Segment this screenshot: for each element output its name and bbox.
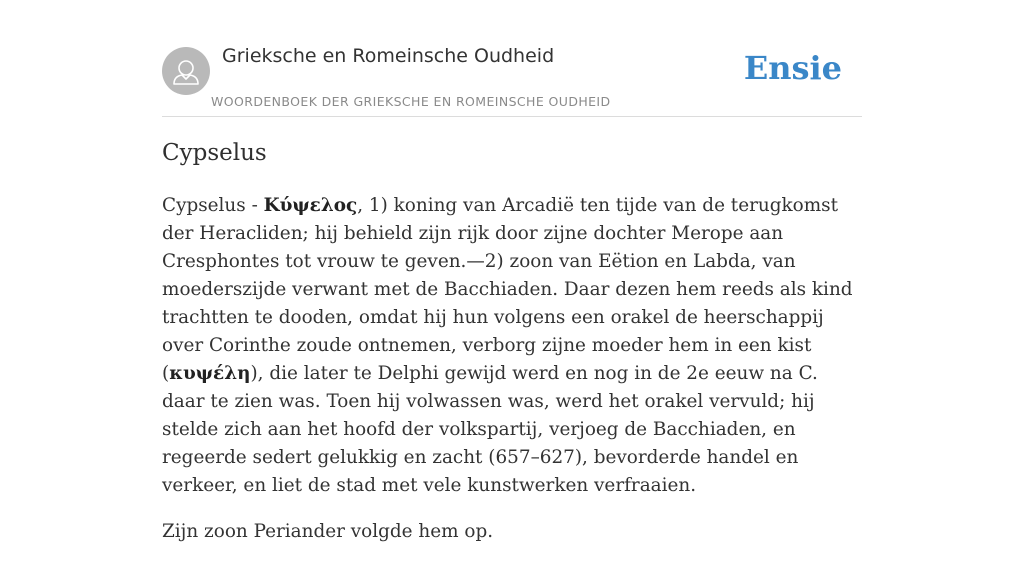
paragraph-text: ), die later te Delphi gewijd werd en nog in de 2e eeuw na C. daar te zien was. Toen hij volwassen was, werd het orakel vervuld; hij stelde zich aan het hoofd der volkspartij, verjoeg de Bacchiaden, en regeerde sedert gelukkig en zacht (657–627), bevorderde handel en verkeer, en liet de stad met vele kunstwerken verfraaien. bbox=[162, 363, 818, 496]
page-title: Cypselus bbox=[162, 140, 267, 166]
header bbox=[162, 0, 862, 117]
article-content bbox=[162, 192, 862, 564]
greek-term: κυψέλη bbox=[169, 363, 251, 384]
brand-logo[interactable]: Ensie bbox=[743, 49, 842, 87]
greek-term: Κύψελος bbox=[263, 195, 358, 216]
source-title[interactable]: Grieksche en Romeinsche Oudheid bbox=[222, 45, 555, 67]
avatar[interactable] bbox=[162, 47, 210, 95]
paragraph-text: , 1) koning van Arcadië ten tijde van de terugkomst der Heracliden; hij behield zijn rijk door zijne dochter Merope aan Cresphontes tot vrouw te geven.—2) zoon van Eëtion en Labda, van moederszijde verwant met de Bacchiaden. Daar dezen hem reeds als kind trachtten te dooden, omdat hij hun volgens een orakel de heerschappij over Corinthe zoude ontnemen, verborg zijne moeder hem in een kist ( bbox=[162, 195, 853, 384]
article-paragraph-2: Zijn zoon Periander volgde hem op. bbox=[162, 521, 494, 542]
user-icon bbox=[162, 47, 210, 95]
article-paragraph-1 bbox=[162, 192, 862, 500]
paragraph-text: Cypselus - bbox=[162, 195, 264, 216]
page bbox=[162, 0, 862, 542]
source-subtitle: WOORDENBOEK DER GRIEKSCHE EN ROMEINSCHE OUDHEID bbox=[211, 94, 611, 109]
